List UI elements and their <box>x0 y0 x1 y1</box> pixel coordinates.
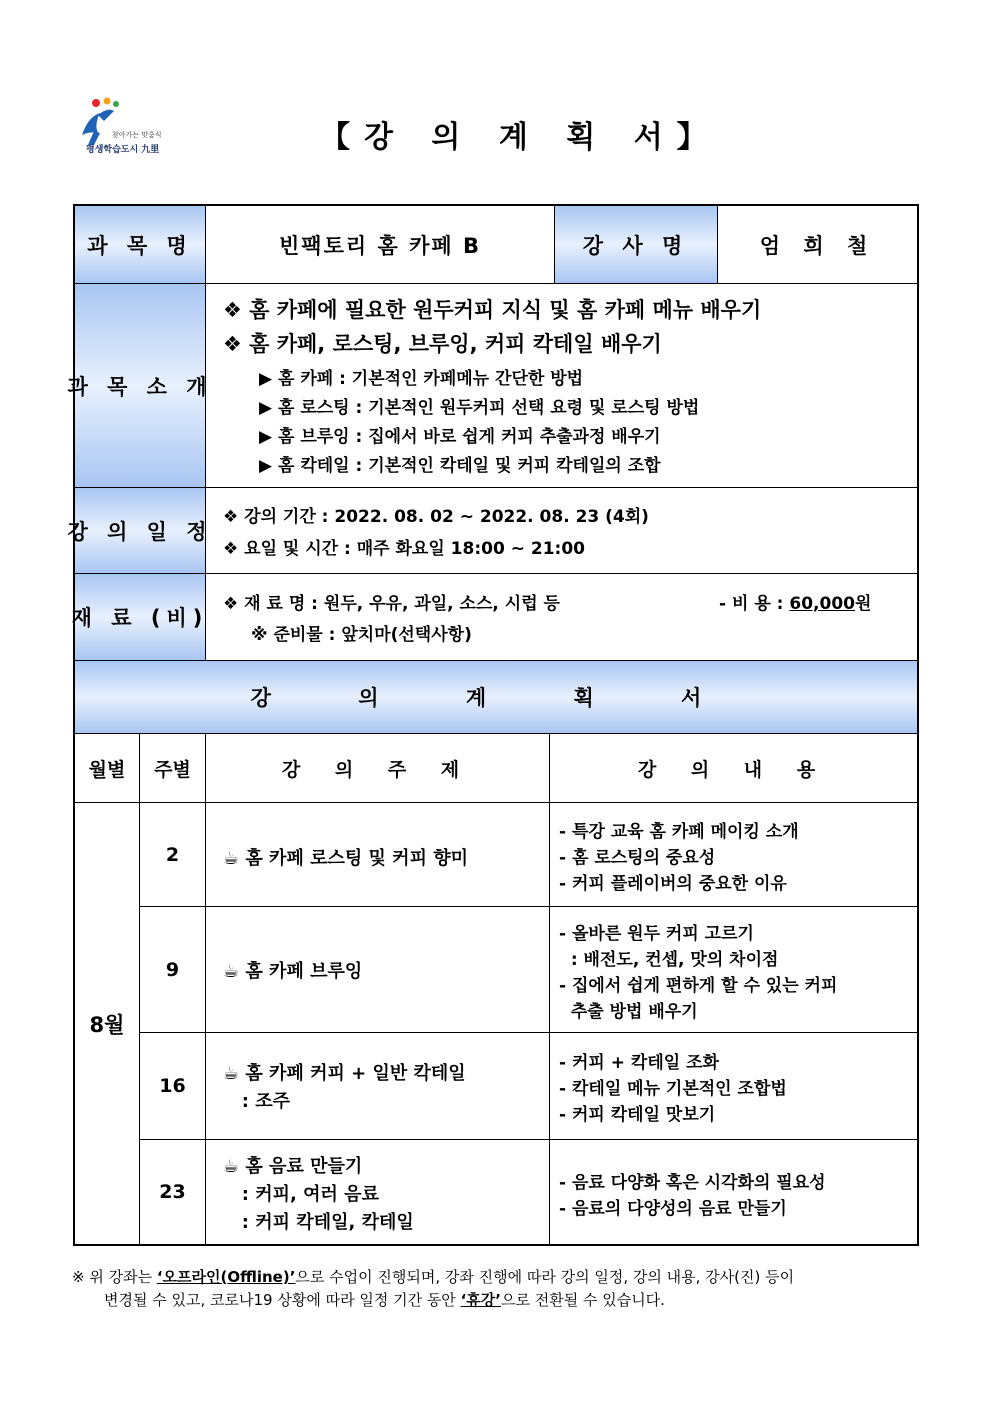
col-month: 월별 <box>88 758 126 781</box>
footnote-emphasis: ‘오프라인(Offline)’ <box>156 1268 296 1286</box>
syllabus-table <box>67 204 919 1246</box>
table-divider <box>140 1139 917 1140</box>
table-divider <box>140 1032 917 1033</box>
cost-unit: 원 <box>854 594 872 614</box>
content-line: - 집에서 쉽게 편하게 할 수 있는 커피 <box>559 976 838 996</box>
instructor-label: 강 사 명 <box>554 206 717 283</box>
table-divider <box>75 802 917 803</box>
footnote-text: ※ 위 강좌는 <box>72 1268 157 1286</box>
intro-subitem: ▶ 홈 브루잉 : 집에서 바로 쉽게 커피 추출과정 배우기 <box>259 427 661 447</box>
content-line: - 커피 칵테일 맛보기 <box>559 1105 716 1125</box>
col-topic: 강 의 주 제 <box>281 758 474 781</box>
topic-line: : 커피, 여러 음료 <box>223 1184 379 1205</box>
intro-subitem: ▶ 홈 로스팅 : 기본적인 원두커피 선택 요령 및 로스팅 방법 <box>259 398 700 418</box>
footnote-text: 으로 수업이 진행되며, 강좌 진행에 따라 강의 일정, 강의 내용, 강사(진) 등이 <box>295 1268 795 1286</box>
content-line: 추출 방법 배우기 <box>559 1002 698 1022</box>
topic-line: : 커피 칵테일, 칵테일 <box>223 1212 414 1233</box>
table-divider <box>75 660 917 661</box>
materials-label: 재 료 (비) <box>75 574 205 660</box>
table-divider <box>205 733 206 1244</box>
footnote-emphasis: ‘휴강’ <box>460 1291 501 1309</box>
week-number: 16 <box>159 1075 186 1097</box>
intro-bullet: ❖ 홈 카페에 필요한 원두커피 지식 및 홈 카페 메뉴 배우기 <box>223 298 762 322</box>
subject-label: 과 목 명 <box>75 206 205 283</box>
schedule-label: 강 의 일 정 <box>75 488 205 573</box>
table-divider <box>717 206 718 283</box>
table-divider <box>205 206 206 660</box>
content-line: : 배전도, 컨셉, 맛의 차이점 <box>559 950 779 970</box>
materials-prep: ※ 준비물 : 앞치마(선택사항) <box>251 625 472 645</box>
content-line: - 커피 플레이버의 중요한 이유 <box>559 874 787 894</box>
content-line: - 음료 다양화 혹은 시각화의 필요성 <box>559 1173 826 1193</box>
month-cell: 8월 <box>89 1012 125 1037</box>
content-line: - 칵테일 메뉴 기본적인 조합법 <box>559 1079 787 1099</box>
table-divider <box>554 206 555 283</box>
footnote-line <box>104 1289 665 1310</box>
footnote-text: 으로 전환될 수 있습니다. <box>500 1291 665 1309</box>
topic-line: ☕ 홈 카페 브루잉 <box>223 961 363 982</box>
intro-label: 과 목 소 개 <box>75 284 205 487</box>
content-line: - 올바른 원두 커피 고르기 <box>559 924 754 944</box>
instructor-value: 엄 희 철 <box>759 233 876 258</box>
materials-items: ❖ 재 료 명 : 원두, 우유, 과일, 소스, 시럽 등 <box>223 594 560 614</box>
table-divider <box>75 573 917 574</box>
plan-header: 강 의 계 획 서 <box>75 661 917 733</box>
table-divider <box>75 283 917 284</box>
footnote-line <box>72 1266 794 1287</box>
content-line: - 특강 교육 홈 카페 메이킹 소개 <box>559 822 799 842</box>
col-week: 주별 <box>154 758 191 781</box>
materials-cost <box>719 589 871 614</box>
week-number: 9 <box>165 958 180 981</box>
page-title: 【강 의 계 획 서】 <box>320 120 721 155</box>
table-divider <box>75 487 917 488</box>
table-divider <box>140 906 917 907</box>
schedule-time: ❖ 요일 및 시간 : 매주 화요일 18:00 ~ 21:00 <box>223 539 585 559</box>
cost-label: - 비 용 : <box>719 594 790 614</box>
intro-bullet: ❖ 홈 카페, 로스팅, 브루잉, 커피 칵테일 배우기 <box>223 332 662 356</box>
subject-value: 빈팩토리 홈 카페 B <box>279 233 481 258</box>
intro-subitem: ▶ 홈 칵테일 : 기본적인 칵테일 및 커피 칵테일의 조합 <box>259 456 661 476</box>
week-number: 2 <box>165 843 180 866</box>
schedule-period: ❖ 강의 기간 : 2022. 08. 02 ~ 2022. 08. 23 (4회) <box>223 507 649 527</box>
topic-line: ☕ 홈 카페 커피 + 일반 칵테일 <box>223 1063 466 1084</box>
week-number: 23 <box>159 1181 186 1203</box>
table-divider <box>139 733 140 1244</box>
intro-subitem: ▶ 홈 카페 : 기본적인 카페메뉴 간단한 방법 <box>259 369 584 389</box>
topic-line: ☕ 홈 음료 만들기 <box>223 1156 363 1177</box>
logo-name: 평생학습도시 九里 <box>86 145 160 155</box>
content-line: - 음료의 다양성의 음료 만들기 <box>559 1199 787 1219</box>
logo-tagline: 찾아가는 맞춤식 <box>112 131 162 139</box>
content-line: - 커피 + 칵테일 조화 <box>559 1053 719 1073</box>
footnote-text: 변경될 수 있고, 코로나19 상황에 따라 일정 기간 동안 <box>104 1291 461 1309</box>
topic-line: : 조주 <box>223 1091 291 1112</box>
content-line: - 홈 로스팅의 중요성 <box>559 848 716 868</box>
table-divider <box>549 733 550 1244</box>
cost-value: 60,000 <box>789 594 855 614</box>
col-content: 강 의 내 용 <box>637 758 830 781</box>
topic-line: ☕ 홈 카페 로스팅 및 커피 향미 <box>223 848 469 869</box>
table-divider <box>75 733 917 734</box>
